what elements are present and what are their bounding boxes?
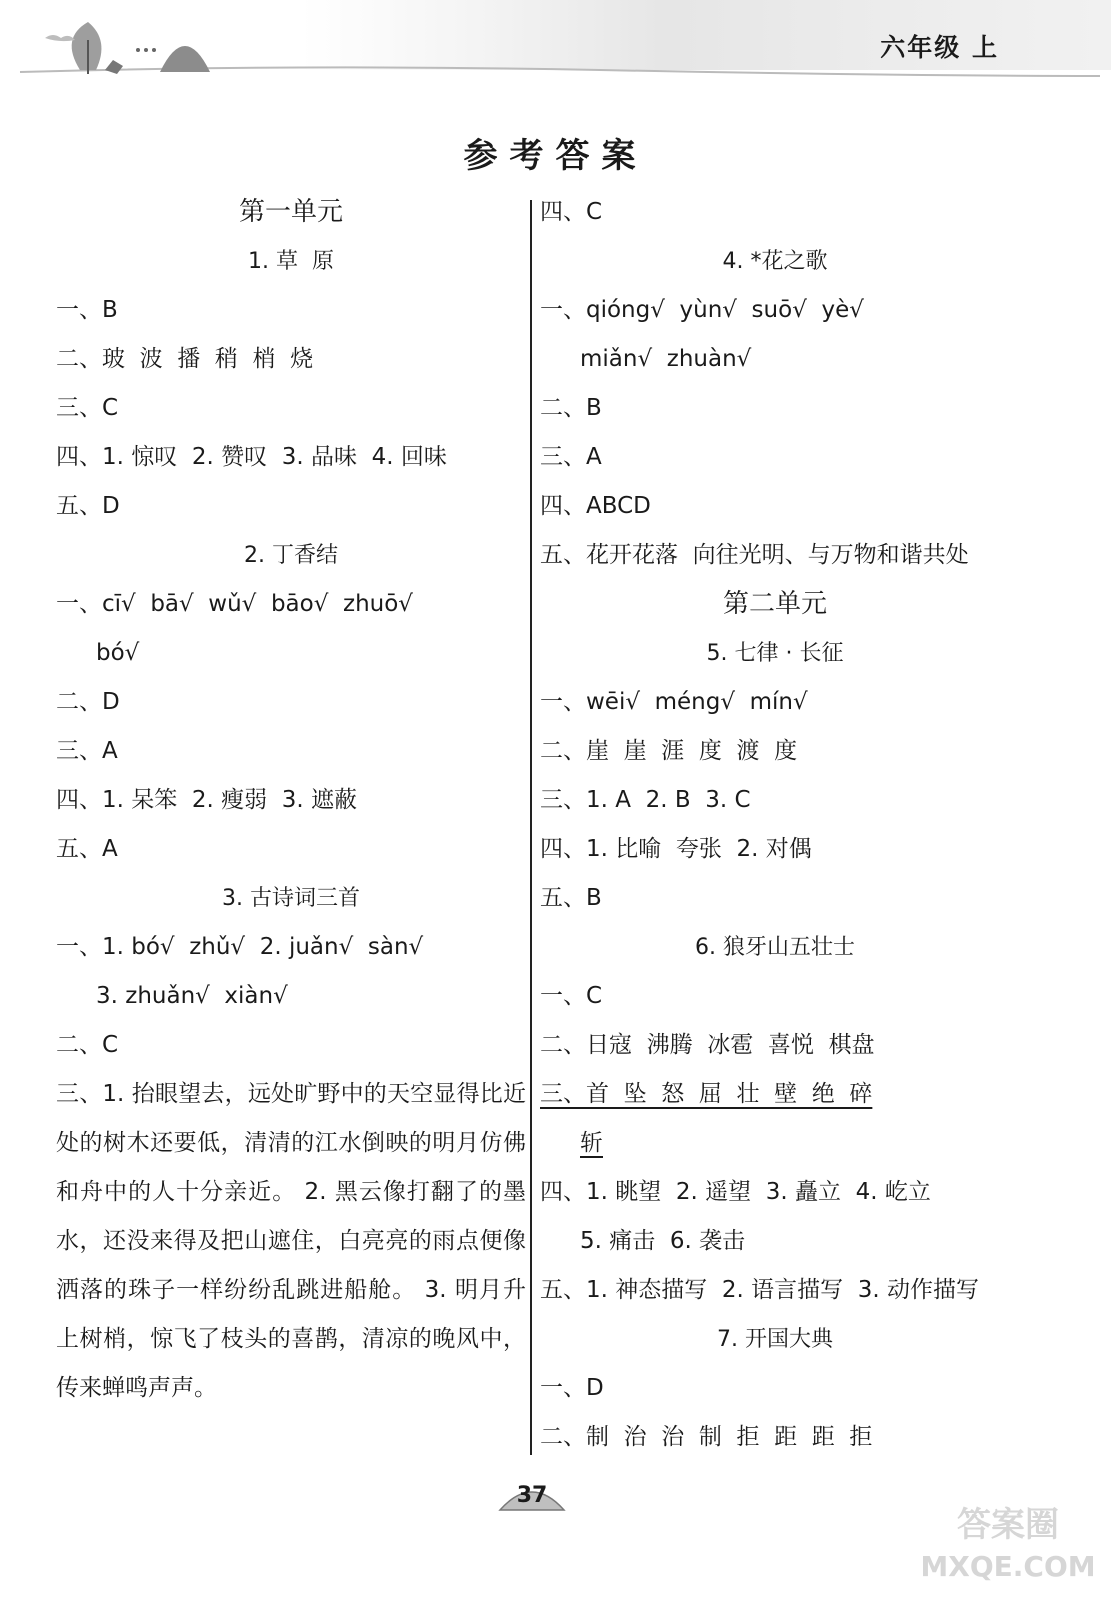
answer-line: 一、cī√ bā√ wǔ√ bāo√ zhuō√ bbox=[56, 591, 413, 617]
answer-line: 一、D bbox=[540, 1375, 604, 1401]
answer-continuation: 斩 bbox=[580, 1130, 603, 1156]
page-number-badge bbox=[496, 1478, 568, 1512]
lesson-heading: 6. 狼牙山五壮士 bbox=[695, 935, 855, 960]
column-divider bbox=[530, 200, 532, 1455]
lesson-heading: 1. 草 原 bbox=[248, 249, 334, 274]
right-column bbox=[540, 188, 1010, 1462]
watermark-logo bbox=[923, 1496, 1093, 1586]
unit-heading: 第二单元 bbox=[722, 589, 827, 619]
answer-line: 二、C bbox=[56, 1032, 119, 1058]
answer-line: 四、1. 比喻 夸张 2. 对偶 bbox=[540, 836, 812, 862]
answer-continuation: miǎn√ zhuàn√ bbox=[580, 346, 752, 372]
answer-line: 一、qióng√ yùn√ suō√ yè√ bbox=[540, 297, 864, 323]
lesson-heading: 2. 丁香结 bbox=[244, 543, 338, 568]
answer-line: 四、ABCD bbox=[540, 493, 651, 519]
answer-line: 二、制 治 治 制 拒 距 距 拒 bbox=[540, 1424, 873, 1450]
answer-line: 一、wēi√ méng√ mín√ bbox=[540, 689, 808, 715]
page-number: 37 bbox=[516, 1483, 548, 1508]
answer-line: 五、A bbox=[56, 836, 118, 862]
answer-line: 五、花开花落 向往光明、与万物和谐共处 bbox=[540, 542, 969, 568]
answer-line: 四、C bbox=[540, 199, 603, 225]
watermark-bottom-text: MXQE.COM bbox=[923, 1550, 1093, 1583]
answer-line: 二、日寇 沸腾 冰雹 喜悦 棋盘 bbox=[540, 1032, 875, 1058]
answer-line: 一、B bbox=[56, 297, 118, 323]
answer-continuation: 5. 痛击 6. 袭击 bbox=[580, 1228, 746, 1254]
answer-line: 二、D bbox=[56, 689, 120, 715]
answer-line: 三、C bbox=[56, 395, 119, 421]
answer-line: 二、B bbox=[540, 395, 602, 421]
answer-line: 四、1. 眺望 2. 遥望 3. 矗立 4. 屹立 bbox=[540, 1179, 931, 1205]
answer-line: 二、玻 波 播 稍 梢 烧 bbox=[56, 346, 314, 372]
answer-line: 五、1. 神态描写 2. 语言描写 3. 动作描写 bbox=[540, 1277, 980, 1303]
lesson-heading: 5. 七律 · 长征 bbox=[706, 641, 844, 666]
answer-line: 三、1. A 2. B 3. C bbox=[540, 787, 751, 813]
answer-line: 一、1. bó√ zhǔ√ 2. juǎn√ sàn√ bbox=[56, 934, 424, 960]
left-column bbox=[56, 188, 526, 1413]
answer-line: 一、C bbox=[540, 983, 603, 1009]
unit-heading: 第一单元 bbox=[238, 197, 343, 227]
answer-line: 二、崖 崖 涯 度 渡 度 bbox=[540, 738, 798, 764]
answer-line: 五、D bbox=[56, 493, 120, 519]
answer-continuation: 3. zhuǎn√ xiàn√ bbox=[96, 983, 288, 1009]
answer-line: 四、1. 呆笨 2. 瘦弱 3. 遮蔽 bbox=[56, 787, 358, 813]
watermark-top-text: 答案圈 bbox=[957, 1505, 1059, 1545]
answer-continuation: bó√ bbox=[96, 640, 140, 666]
watermark-graphic bbox=[923, 1496, 1093, 1586]
answer-line: 三、A bbox=[56, 738, 118, 764]
lesson-heading: 7. 开国大典 bbox=[717, 1327, 833, 1352]
answer-line: 四、1. 惊叹 2. 赞叹 3. 品味 4. 回味 bbox=[56, 444, 447, 470]
answer-line: 三、首 坠 怒 屈 壮 壁 绝 碎 bbox=[540, 1081, 873, 1107]
answer-paragraph: 三、1. 抬眼望去，远处旷野中的天空显得比近处的树木还要低，清清的江水倒映的明月仿佛和舟中的人十分亲近。 2. 黑云像打翻了的墨水，还没来得及把山遮住，白亮亮的雨点便像洒落的珠子一样纷纷乱跳进船舱。 3. 明月升上树梢，惊飞了枝头的喜鹊，清凉的晚风中，传来蝉鸣声声。 bbox=[56, 1081, 526, 1401]
answer-line: 三、A bbox=[540, 444, 602, 470]
grade-label: 六年级 上 bbox=[880, 33, 999, 62]
lesson-heading: 3. 古诗词三首 bbox=[222, 886, 360, 911]
page-title: 参考答案 bbox=[463, 136, 648, 176]
page-header bbox=[0, 0, 1111, 95]
lesson-heading: 4. *花之歌 bbox=[722, 249, 828, 274]
answer-line: 五、B bbox=[540, 885, 602, 911]
